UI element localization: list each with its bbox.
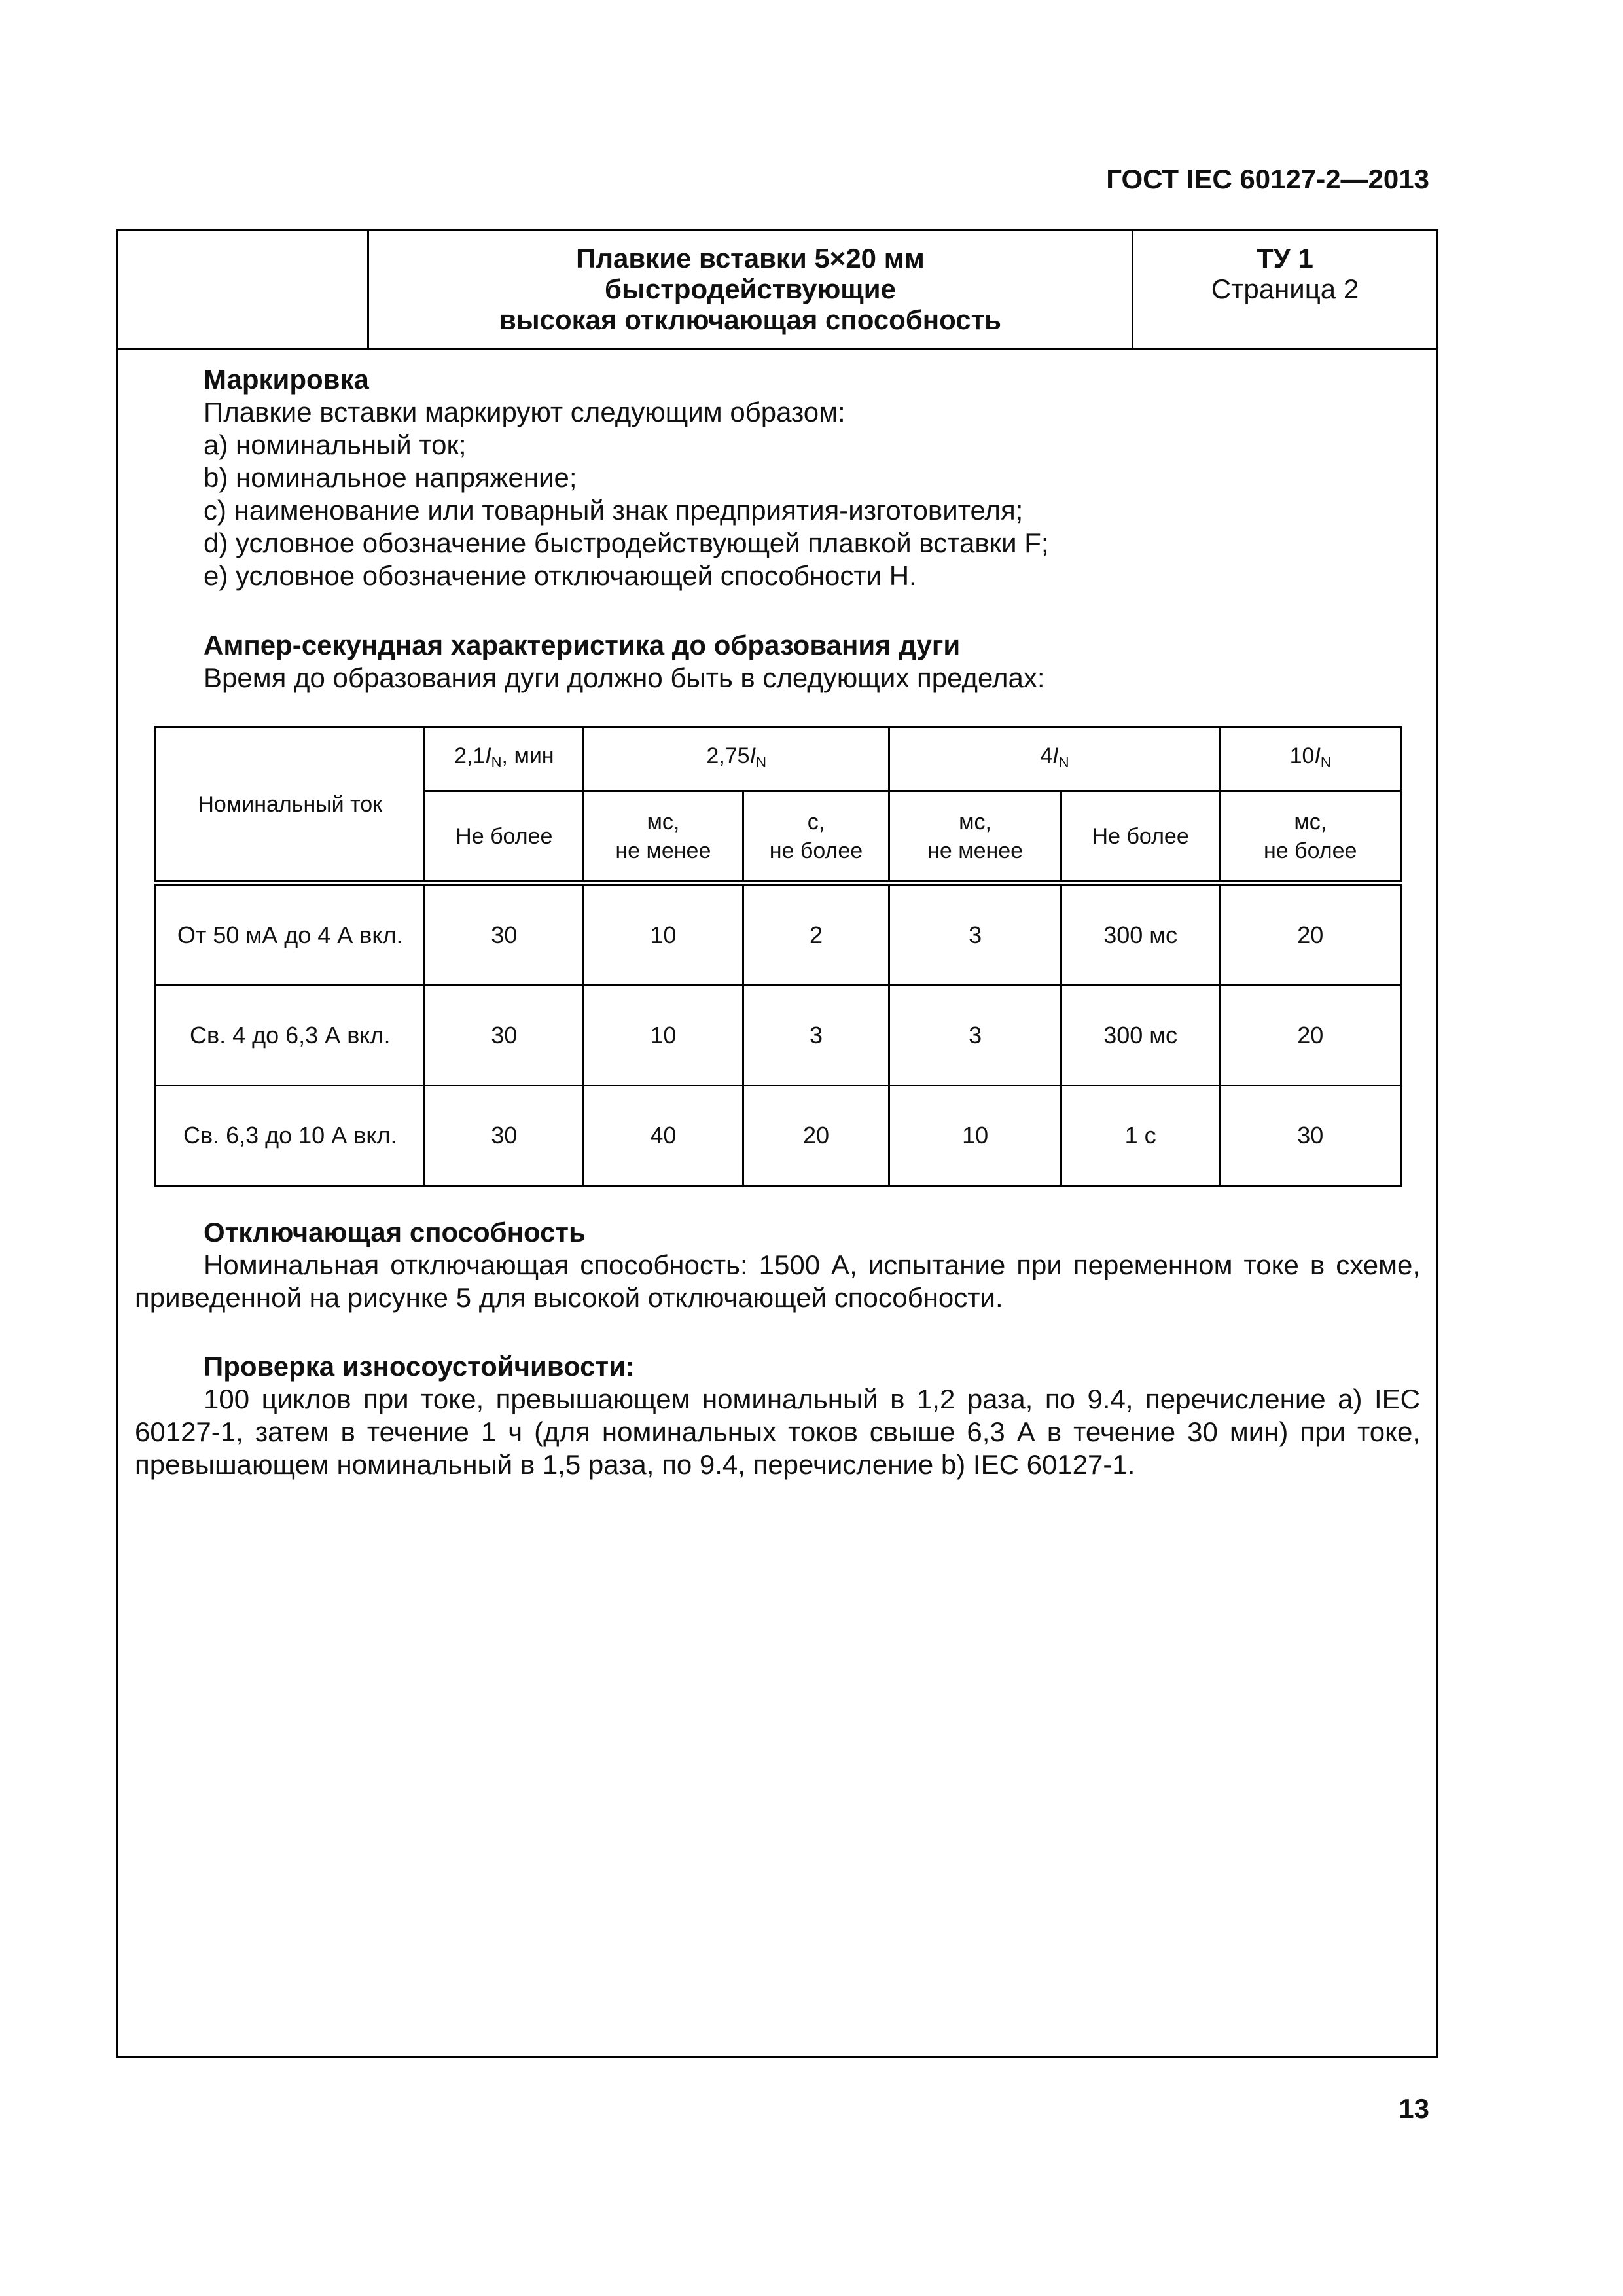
- sheet-code: ТУ 1: [1257, 243, 1313, 274]
- header-group-2: $2,75I_N$: [584, 728, 889, 791]
- table-cell: 40: [584, 1086, 743, 1186]
- table-cell: 2: [743, 884, 889, 986]
- endurance-text: 100 циклов при токе, превышающем номинальный в 1,2 раза, по 9.4, перечисление a) IEC 60127-1, затем в течение 1 ч (для номинальных токов свыше 6,3 А в течение 30 мин) при токе, превышающем номинальный в 1,5 раза, по 9.4, перечисление b) IEC 60127-1.: [135, 1384, 1420, 1480]
- title-line-3: высокая отключающая способность: [499, 304, 1001, 335]
- table-cell: 30: [425, 1086, 584, 1186]
- breaking-heading: Отключающая способность: [204, 1217, 586, 1247]
- sheet-page: Страница 2: [1211, 274, 1359, 304]
- table-cell: 20: [743, 1086, 889, 1186]
- marking-intro: Плавкие вставки маркируют следующим образом:: [204, 397, 846, 427]
- table-cell: 30: [425, 986, 584, 1086]
- marking-item: c) наименование или товарный знак предприятия-изготовителя;: [204, 495, 1024, 526]
- breaking-section: [135, 1216, 1420, 1314]
- table-cell: 10: [584, 986, 743, 1086]
- page-number: 13: [1399, 2093, 1429, 2124]
- subheader-cell: Не более: [425, 791, 584, 884]
- table-cell: 10: [584, 884, 743, 986]
- title-block-blank-cell: [118, 231, 369, 348]
- marking-item: b) номинальное напряжение;: [204, 462, 577, 493]
- pre-arcing-time-table: [154, 726, 1402, 1187]
- title-block-sheet: [1133, 231, 1436, 360]
- header-rated-current: Номинальный ток: [156, 728, 425, 884]
- table-header-row: [156, 728, 1401, 791]
- table-cell: 20: [1220, 884, 1401, 986]
- title-block-title: [369, 231, 1133, 348]
- table-cell: 3: [889, 986, 1061, 1086]
- endurance-heading: Проверка износоустойчивости:: [204, 1351, 635, 1382]
- endurance-section: [135, 1350, 1420, 1481]
- header-group-4: $10I_N$: [1220, 728, 1401, 791]
- marking-item: a) номинальный ток;: [204, 429, 467, 460]
- standard-number: ГОСТ IEC 60127-2—2013: [1106, 164, 1429, 194]
- table-cell: 300 мс: [1061, 884, 1220, 986]
- subheader-cell: мс, не менее: [584, 791, 743, 884]
- table-row: [156, 884, 1401, 986]
- table-cell: 20: [1220, 986, 1401, 1086]
- table-row: [156, 1086, 1401, 1186]
- subheader-cell: мс, не более: [1220, 791, 1401, 884]
- breaking-text: Номинальная отключающая способность: 1500 А, испытание при переменном токе в схеме, приведенной на рисунке 5 для высокой отключающей способности.: [135, 1249, 1420, 1313]
- header-group-3: $4I_N$: [889, 728, 1220, 791]
- table-cell: 10: [889, 1086, 1061, 1186]
- table-cell: 30: [1220, 1086, 1401, 1186]
- table-cell: 30: [425, 884, 584, 986]
- table-cell: Св. 6,3 до 10 А вкл.: [156, 1086, 425, 1186]
- time-current-intro: Время до образования дуги должно быть в следующих пределах:: [204, 662, 1045, 693]
- table-row: [156, 986, 1401, 1086]
- subheader-cell: Не более: [1061, 791, 1220, 884]
- title-line-1: Плавкие вставки 5×20 мм: [576, 243, 925, 274]
- time-current-heading: Ампер-секундная характеристика до образования дуги: [204, 630, 961, 660]
- table-cell: 300 мс: [1061, 986, 1220, 1086]
- table-cell: 1 с: [1061, 1086, 1220, 1186]
- table-cell: От 50 мА до 4 А вкл.: [156, 884, 425, 986]
- marking-item: e) условное обозначение отключающей способности H.: [204, 560, 917, 591]
- title-line-2: быстродействующие: [605, 274, 896, 304]
- marking-item: d) условное обозначение быстродействующей плавкой вставки F;: [204, 528, 1049, 558]
- time-current-section: [135, 629, 1420, 694]
- table-cell: Св. 4 до 6,3 А вкл.: [156, 986, 425, 1086]
- marking-section: [135, 363, 1420, 592]
- header-group-1: $2,1I_N$, мин: [425, 728, 584, 791]
- table-cell: 3: [743, 986, 889, 1086]
- subheader-cell: мс, не менее: [889, 791, 1061, 884]
- marking-heading: Маркировка: [204, 364, 369, 395]
- title-block: [118, 231, 1436, 350]
- table-cell: 3: [889, 884, 1061, 986]
- subheader-cell: с, не более: [743, 791, 889, 884]
